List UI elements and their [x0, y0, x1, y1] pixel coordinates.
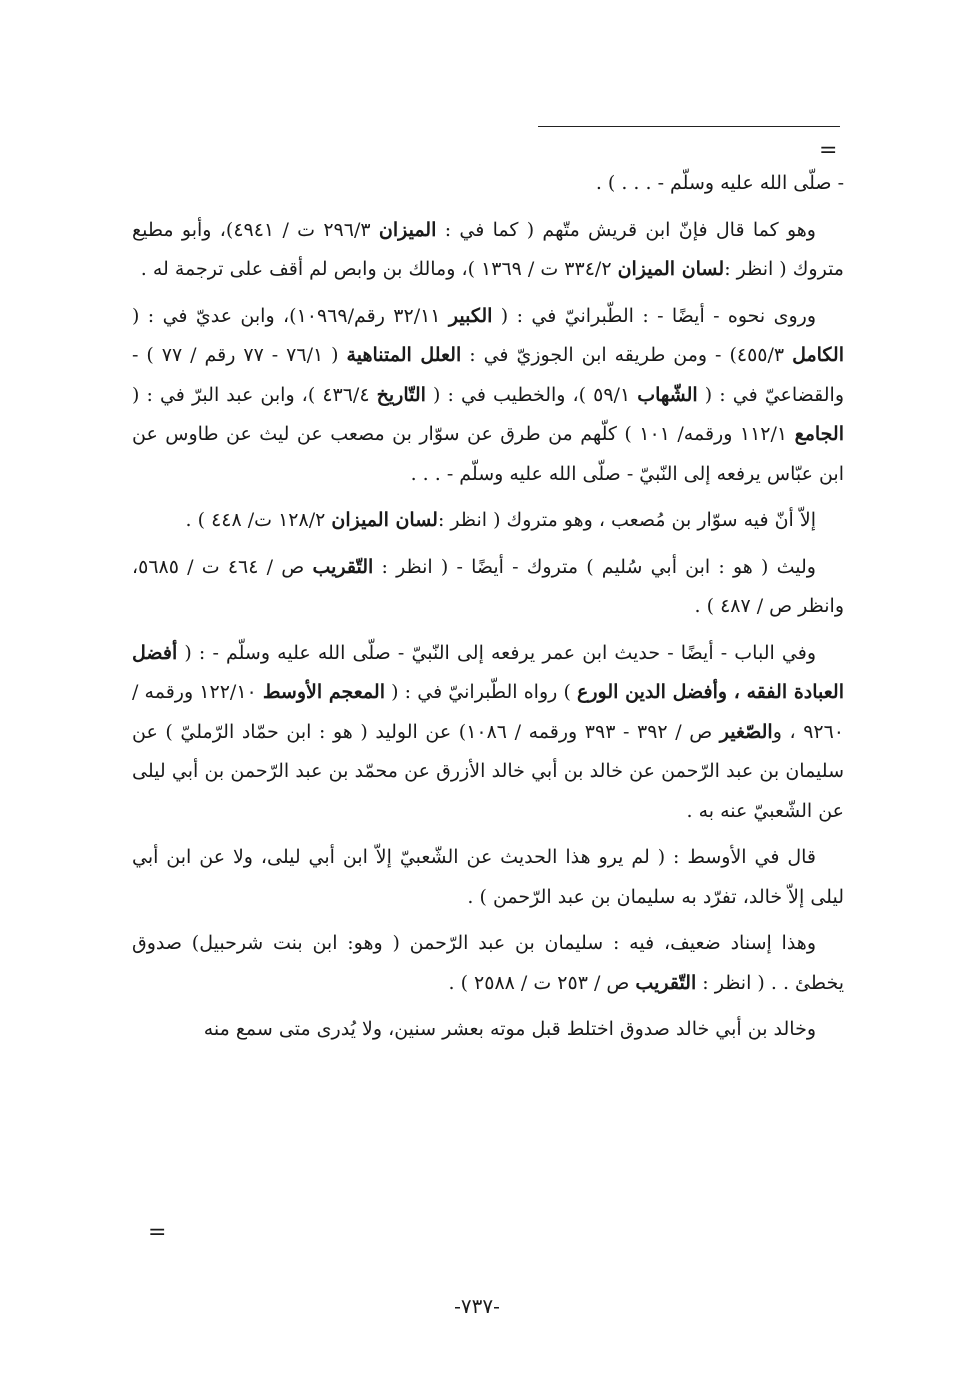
text-segment: وروى نحوه - أيضًا - : الطّبرانيّ في : ( — [492, 304, 817, 327]
text-segment: وليث ( هو : ابن أبي سُليم ) متروك - أيضًا - ( انظر : — [373, 555, 816, 578]
bold-reference: لسان الميزان — [617, 258, 725, 280]
continuation-mark-bottom: = — [148, 1220, 167, 1245]
text-segment: ٤٥٥/٣) - ومن طريقه ابن الجوزيّ في : — [461, 344, 793, 366]
bold-reference: لسان الميزان — [331, 509, 438, 531]
text-segment: ٢٩٦/٣ ت / ٤٩٤١)، وأبو مطيع متروك ( انظر : — [132, 218, 844, 280]
text-segment: ٥٩/١ )، والخطيب في : ( — [425, 383, 638, 406]
text-segment: ص / ٣٩٢ - ٣٩٣ ورقمه / ١٠٨٦) عن الوليد ( هو : ابن حمّاد الرّمليّ ) عن سليمان بن عبد الرّحمن عن خالد بن أبي خالد الأزرق عن محمّد بن عبد الرّحمن بن أبي ليلى عن الشّعبيّ عنه به . — [132, 720, 844, 822]
paragraph — [132, 838, 844, 917]
paragraph — [132, 164, 844, 204]
footnote-separator-rule — [538, 126, 840, 127]
bold-reference: المعجم الأوسط — [262, 681, 385, 703]
text-segment: ١٢٨/٢ ت/ ٤٤٨ ) . — [185, 509, 332, 531]
text-segment: ١٢٢/١٠ ورقمه / ٩٢٦٠ ، و — [132, 681, 845, 743]
bold-reference: العلل المتناهية — [346, 344, 462, 366]
paragraph — [132, 501, 844, 541]
bold-reference: التّقريب — [312, 555, 374, 578]
text-segment: وهذا إسناد ضعيف، فيه : سليمان بن عبد الرّحمن ( وهو: ابن بنت شرحبيل) صدوق يخطئ . . ( انظر : — [132, 932, 844, 994]
text-segment: ١١٢/١ ورقمه/ ١٠١ ) كلّهم من طرق عن سوّار بن مصعب عن ليث عن طاوس عن ابن عبّاس يرفعه إلى النّبيّ - صلّى الله عليه وسلّم - . . . — [132, 423, 844, 485]
paragraph — [132, 548, 844, 627]
bold-reference: الشّهاب — [637, 383, 698, 406]
paragraph — [132, 1010, 844, 1050]
text-segment: وخالد بن أبي خالد صدوق اختلط قبل موته بعشر سنين، ولا يُدرى متى سمع منه — [203, 1018, 816, 1040]
text-segment: ) رواه الطّبرانيّ في : ( — [384, 681, 578, 703]
text-segment: ٤٣٦/٤ )، وابن عبد البرّ في : ( — [132, 383, 377, 406]
text-segment: قال في الأوسط : ( لم يرو هذا الحديث عن الشّعبيّ إلاّ ابن أبي ليلى، ولا عن ابن أبي ليلى إلاّ خالد، تفرّد به سليمان بن عبد الرّحمن ) . — [132, 846, 844, 908]
paragraph — [132, 297, 844, 495]
paragraph — [132, 634, 844, 832]
text-segment: وهو كما قال فإنّ ابن قريش متّهم ( كما في : — [436, 218, 816, 241]
bold-reference: الجامع — [794, 423, 844, 445]
paragraph — [132, 211, 844, 290]
text-segment: ( ٧٦/١ - ٧٧ رقم / ٧٧ ) - والقضاعيّ في : ( — [132, 344, 845, 406]
text-segment: وفي الباب - أيضًا - حديث ابن عمر يرفعه إلى النّبيّ - صلّى الله عليه وسلّم - : ( — [177, 641, 816, 664]
page-number: -٧٣٧- — [454, 1294, 500, 1318]
bold-reference: الكامل — [792, 344, 844, 366]
text-segment: ص / ٢٥٣ ت / ٢٥٨٨ ) . — [448, 971, 636, 994]
text-segment: - صلّى الله عليه وسلّم - . . . ) . — [595, 172, 844, 194]
bold-reference: أفضل العبادة الفقه ، وأفضل الدين الورع — [132, 641, 844, 703]
continuation-mark-top: = — [819, 138, 838, 163]
text-segment: إلاّ أنّ فيه سوّار بن مُصعب ، وهو متروك ( انظر : — [437, 509, 816, 531]
footnote-text-body — [132, 164, 844, 1057]
paragraph — [132, 924, 844, 1003]
bold-reference: التّقريب — [635, 971, 697, 994]
bold-reference: الميزان — [378, 218, 437, 241]
text-segment: ص / ٤٦٤ ت / ٥٦٨٥، وانظر ص / ٤٨٧ ) . — [132, 555, 844, 617]
bold-reference: التّاريخ — [376, 383, 426, 406]
text-segment: ٣٢/١١ رقم/١٠٩٦٩)، وابن عديّ في : ( — [132, 304, 449, 327]
bold-reference: الكبير — [448, 304, 493, 327]
text-segment: ٣٣٤/٢ ت / ١٣٦٩ )، ومالك بن وابص لم أقف على ترجمة له . — [140, 258, 618, 280]
bold-reference: الصّغير — [719, 720, 773, 743]
